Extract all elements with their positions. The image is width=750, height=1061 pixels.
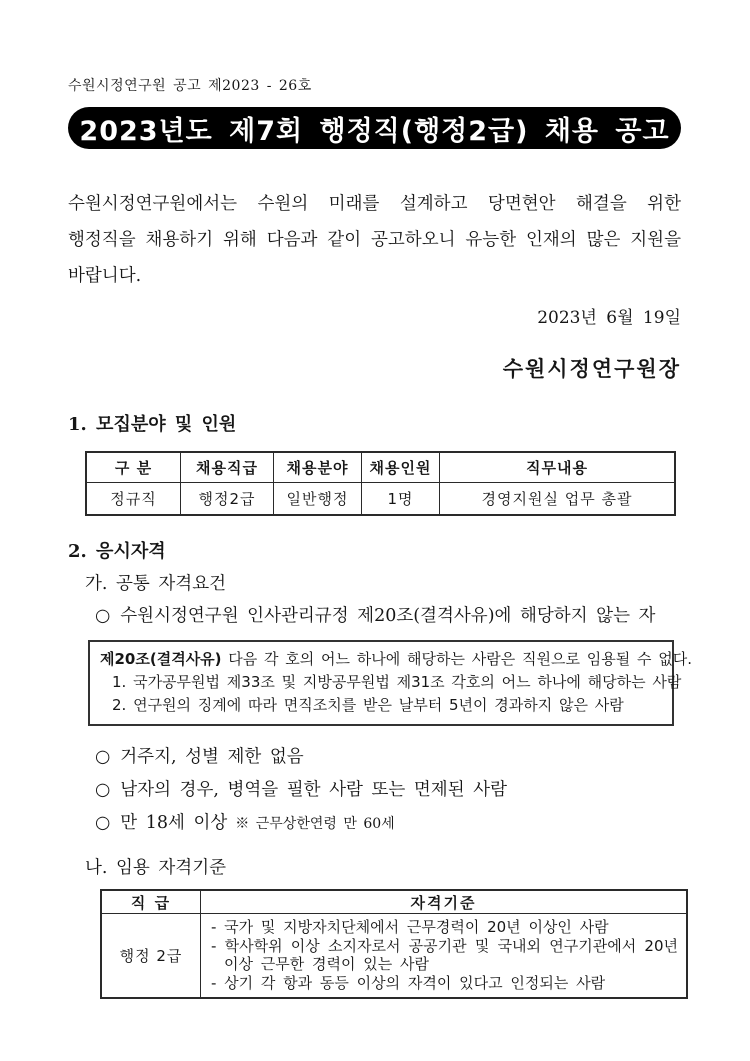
military-service-text: 남자의 경우, 병역을 필한 사람 또는 면제된 사람 bbox=[120, 780, 507, 800]
criteria-item-3: - 상기 각 항과 동등 이상의 자격이 있다고 인정되는 사람 bbox=[211, 973, 606, 992]
col-header-position-grade: 직 급 bbox=[101, 890, 201, 914]
cell-position-grade: 행정 2급 bbox=[101, 914, 201, 999]
qualification-table bbox=[100, 889, 688, 999]
col-header-category: 구 분 bbox=[86, 452, 181, 483]
qualification-table-row bbox=[101, 914, 687, 999]
cell-grade: 행정2급 bbox=[181, 483, 274, 516]
col-header-field: 채용분야 bbox=[274, 452, 362, 483]
col-header-duties: 직무내용 bbox=[440, 452, 676, 483]
col-header-criteria: 자격기준 bbox=[201, 890, 688, 914]
circle-bullet-icon: ○ bbox=[95, 813, 111, 833]
cell-field: 일반행정 bbox=[274, 483, 362, 516]
requirement-bullet-group bbox=[95, 741, 681, 841]
col-header-headcount: 채용인원 bbox=[362, 452, 440, 483]
box-lead-line bbox=[100, 648, 692, 671]
age-text: 만 18세 이상 bbox=[120, 813, 228, 833]
box-item-2: 2. 연구원의 징계에 따라 면직조치를 받은 날부터 5년이 경과하지 않은 사람 bbox=[112, 696, 624, 714]
sub-a-heading: 가. 공통 자격요건 bbox=[85, 574, 227, 594]
sub-b-heading: 나. 임용 자격기준 bbox=[85, 858, 227, 878]
residence-text: 거주지, 성별 제한 없음 bbox=[120, 747, 304, 767]
cell-duties: 경영지원실 업무 총괄 bbox=[440, 483, 676, 516]
col-header-grade: 채용직급 bbox=[181, 452, 274, 483]
cell-criteria bbox=[201, 914, 688, 999]
intro-paragraph: 수원시정연구원에서는 수원의 미래를 설계하고 당면현안 해결을 위한 행정직을 채용하기 위해 다음과 같이 공고하오니 유능한 인재의 많은 지원을 바랍니다. bbox=[68, 194, 681, 286]
section-2-heading: 2. 응시자격 bbox=[68, 541, 166, 562]
box-lead-rest: 다음 각 호의 어느 하나에 해당하는 사람은 직원으로 임용될 수 없다. bbox=[221, 650, 692, 668]
cell-category: 정규직 bbox=[86, 483, 181, 516]
criteria-item-2: - 학사학위 이상 소지자로서 공공기관 및 국내외 연구기관에서 20년 이상 근무한 경력이 있는 사람 bbox=[211, 936, 678, 973]
residence-bullet bbox=[95, 741, 681, 774]
disqualification-box bbox=[88, 640, 692, 726]
age-bullet bbox=[95, 807, 681, 841]
cell-headcount: 1명 bbox=[362, 483, 440, 516]
doc-number: 수원시정연구원 공고 제2023 - 26호 bbox=[68, 78, 312, 94]
circle-bullet-icon: ○ bbox=[95, 747, 111, 767]
common-requirement-text: 수원시정연구원 인사관리규정 제20조(결격사유)에 해당하지 않는 자 bbox=[120, 606, 656, 626]
recruitment-table-row bbox=[86, 483, 675, 516]
military-service-bullet bbox=[95, 774, 681, 807]
title-banner bbox=[68, 107, 681, 149]
circle-bullet-icon: ○ bbox=[95, 780, 111, 800]
criteria-item-1: - 국가 및 지방자치단체에서 근무경력이 20년 이상인 사람 bbox=[211, 918, 609, 936]
page-title: 2023년도 제7회 행정직(행정2급) 채용 공고 bbox=[79, 115, 670, 147]
recruitment-table bbox=[85, 451, 676, 516]
recruitment-table-header-row bbox=[86, 452, 675, 483]
box-item-1: 1. 국가공무원법 제33조 및 지방공무원법 제31조 각호의 어느 하나에 해당하는 사람 bbox=[112, 673, 682, 691]
qualification-table-header-row bbox=[101, 890, 687, 914]
circle-bullet-icon: ○ bbox=[95, 606, 111, 626]
age-limit-note: ※ 근무상한연령 만 60세 bbox=[235, 816, 395, 832]
box-lead-bold: 제20조(결격사유) bbox=[100, 650, 222, 668]
common-requirement-bullet bbox=[95, 602, 681, 627]
section-1-heading: 1. 모집분야 및 인원 bbox=[68, 414, 237, 435]
signer-name: 수원시정연구원장 bbox=[502, 356, 681, 381]
announcement-date: 2023년 6월 19일 bbox=[537, 308, 681, 328]
